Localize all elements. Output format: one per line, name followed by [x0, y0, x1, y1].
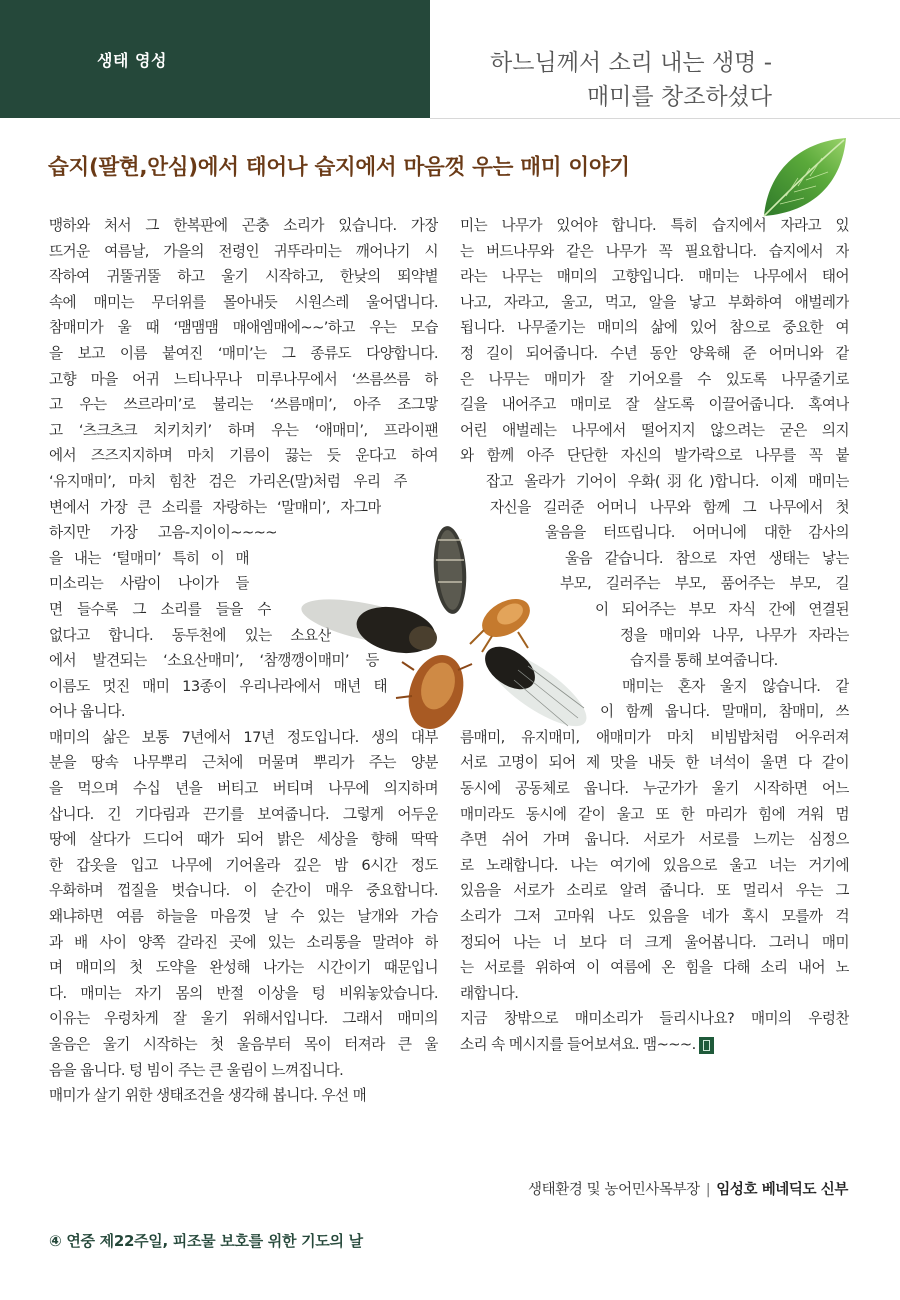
text-line: 음을 웁니다. 텅 빔이 주는 큰 울림이 느껴집니다.	[49, 1061, 344, 1079]
cicada-image-3	[470, 591, 537, 652]
text-line: 습지를 통해 보여줍니다.	[630, 652, 778, 670]
text-line: 는 버드나무와 같은 나무가 꼭 필요합니다. 습지에서 자	[460, 242, 849, 260]
text-line: 삽니다. 긴 기다림과 끈기를 보여줍니다. 그렇게 어두운	[49, 805, 438, 823]
text-line: 며 매미의 첫 도약을 완성해 나가는 시간이기 때문입니	[49, 959, 438, 977]
text-line: 와 함께 아주 단단한 자신의 발가락으로 나무를 꼭 붙	[460, 447, 849, 465]
header-divider	[430, 118, 900, 119]
byline-role: 생태환경 및 농어민사목부장	[528, 1182, 700, 1198]
text-line: 동시에 공동체로 웁니다. 누군가가 울기 시작하면 어느	[460, 780, 849, 798]
text-line: 미는 나무가 있어야 합니다. 특히 습지에서 자라고 있	[460, 217, 849, 234]
text-line: 부모, 길러주는 부모, 품어주는 부모, 길	[560, 575, 849, 593]
text-line: 참매미가 울 때 ‘맴맴맴 매애엠매에~~’하고 우는 모습	[49, 319, 438, 337]
byline-author: 임성호 베네딕도 신부	[716, 1182, 848, 1198]
leaf-illustration	[758, 132, 850, 222]
text-line: 름매미, 유지매미, 애매미가 마치 비빔밥처럼 어우러져	[460, 728, 849, 746]
text-line: 분을 땅속 나무뿌리 근처에 머물며 뿌리가 주는 양분	[49, 754, 438, 772]
cicada-photo-cluster	[278, 520, 628, 745]
text-line: 속에 매미는 무더위를 몰아내듯 시원스레 울어댑니다.	[49, 293, 438, 311]
byline-separator: |	[705, 1182, 711, 1198]
text-line: 고향 마을 어귀 느티나무나 미루나무에서 ‘쓰름쓰름 하	[49, 370, 438, 388]
text-line: 왜냐하면 여름 하늘을 마음껏 날 수 있는 날개와 가슴	[49, 908, 438, 926]
text-line: 이 함께 웁니다. 말매미, 참매미, 쓰	[600, 703, 849, 721]
text-line: 울음을 터뜨립니다. 어머니에 대한 감사의	[545, 524, 849, 542]
text-line: 추면 쉬어 가며 웁니다. 서로가 서로를 느끼는 심정으	[460, 831, 849, 849]
text-line: 한 갑옷을 입고 나무에 기어올라 깊은 밤 6시간 정도	[49, 856, 438, 874]
text-line: 변에서 가장 큰 소리를 자랑하는 ‘말매미’, 자그마	[49, 498, 381, 516]
text-line: 정을 매미와 나무, 나무가 자라는	[620, 626, 849, 644]
cicada-image-2	[298, 590, 440, 660]
text-line: 매미가 살기 위한 생태조건을 생각해 봅니다. 우선 매	[49, 1087, 367, 1105]
text-line: 매미는 혼자 울지 않습니다. 같	[622, 677, 849, 695]
text-line: 을 내는 ‘털매미’ 특히 이 매	[49, 549, 249, 567]
page-title	[412, 46, 772, 114]
text-line: 서로 고명이 되어 제 맛을 내듯 한 녀석이 울면 다 같이	[460, 754, 849, 772]
text-line: 있음을 서로가 소리로 알려 줍니다. 또 멀리서 우는 그	[460, 882, 849, 900]
text-line: 는 서로를 위하여 이 여름에 온 힘을 다해 소리 내어 노	[460, 959, 849, 977]
text-line: 래합니다.	[460, 984, 519, 1002]
page-title-line-1: 하느님께서 소리 내는 생명 -	[490, 50, 772, 76]
text-line: 땅에 살다가 드디어 때가 되어 밝은 세상을 향해 딱딱	[49, 831, 438, 849]
text-line: 매미라도 동시에 같이 울고 또 한 마리가 힘에 겨워 멈	[460, 805, 849, 823]
text-line: 에서 즈즈지지하며 마치 기름이 끓는 듯 운다고 하여	[49, 447, 438, 465]
cicada-image-4	[396, 648, 472, 736]
text-line: 로 노래합니다. 나는 여기에 있음으로 울고 너는 거기에	[460, 856, 849, 874]
text-line: 정되어 나는 너 보다 더 크게 울어봅니다. 그러니 매미	[460, 933, 849, 951]
cicada-image-5	[475, 637, 596, 739]
text-line: 에서 발견되는 ‘소요산매미’, ‘참깽깽이매미’ 등	[49, 652, 379, 670]
text-line: 자신을 길러준 어머니 나무와 함께 그 나무에서 첫	[490, 498, 849, 516]
text-line: 을 보고 이름 붙여진 ‘매미’는 그 종류도 다양합니다.	[49, 344, 438, 362]
text-line: 울음 같습니다. 참으로 자연 생태는 낳는	[565, 549, 849, 567]
article-headline: 습지(팔현,안심)에서 태어나 습지에서 마음껏 우는 매미 이야기	[48, 155, 630, 180]
text-line: 울음은 울기 시작하는 첫 울음부터 목이 터져라 큰 울	[49, 1036, 438, 1053]
text-line: 길을 내어주고 매미로 잘 살도록 이끌어줍니다. 혹여나	[460, 396, 849, 414]
byline	[528, 1178, 848, 1199]
text-line: 이름도 멋진 매미 13종이 우리나라에서 매년 태	[49, 677, 387, 695]
text-line: 하지만 가장 고음-지이이~~~~	[49, 524, 277, 542]
text-line: 소리 속 메시지를 들어보셔요. 맴~~~.	[460, 1032, 849, 1058]
text-line: 을 먹으며 수십 년을 버티고 버티며 나무에 의지하며	[49, 780, 438, 798]
text-line: 이 되어주는 부모 자식 간에 연결된	[595, 600, 849, 618]
section-label: 생태 영성	[97, 51, 167, 70]
text-line: 이유는 우렁차게 잘 울기 위해서입니다. 그래서 매미의	[49, 1010, 438, 1028]
text-line: 작하여 귀뚤귀뚤 하고 울기 시작하고, 한낮의 뙤약볕	[49, 268, 438, 286]
text-line: 고 우는 쓰르라미’로 불리는 ‘쓰름매미’, 아주 조그맣	[49, 396, 438, 414]
text-line: 다. 매미는 자기 몸의 반절 이상을 텅 비워놓았습니다.	[49, 984, 438, 1002]
cicada-image-1	[431, 525, 469, 615]
text-line: 없다고 합니다. 동두천에 있는 소요산	[49, 626, 331, 644]
text-line: 미소리는 사람이 나이가 들	[49, 575, 249, 593]
text-line: 면 들수록 그 소리를 들을 수	[49, 600, 271, 618]
text-line: 어린 애벌레는 나무에서 떨어지지 않으려는 굳은 의지	[460, 421, 849, 439]
text-line: 어나 웁니다.	[49, 703, 125, 721]
text-line: 맹하와 처서 그 한복판에 곤충 소리가 있습니다. 가장	[49, 217, 438, 234]
text-line: 과 배 사이 양쪽 갈라진 곳에 있는 소리통을 말려야 하	[49, 933, 438, 951]
text-line: 소리가 그저 고마워 나도 있음을 네가 혹시 모를까 걱	[460, 908, 849, 926]
text-line: 지금 창밖으로 매미소리가 들리시나요? 매미의 우렁찬	[460, 1010, 849, 1028]
text-line: 정 길이 되어줍니다. 수년 동안 양육해 준 어머니와 같	[460, 344, 849, 362]
text-line: 매미의 삶은 보통 7년에서 17년 정도입니다. 생의 대부	[49, 728, 438, 746]
text-line: 잡고 올라가 기어이 우화(羽化)합니다. 이제 매미는	[486, 472, 849, 490]
text-line: 고 ‘츠크츠크 치키치키’ 하며 우는 ‘애매미’, 프라이팬	[49, 421, 438, 439]
text-line: 뜨거운 여름날, 가을의 전령인 귀뚜라미는 깨어나기 시	[49, 242, 438, 260]
page-footer: ④ 연중 제22주일, 피조물 보호를 위한 기도의 날	[49, 1232, 363, 1250]
text-line: ‘유지매미’, 마치 힘찬 검은 가리온(말)처럼 우리 주	[49, 472, 407, 490]
text-line: 나고, 자라고, 울고, 먹고, 알을 낳고 부화하여 애벌레가	[460, 293, 849, 311]
header-bar	[0, 0, 430, 118]
page-title-line-2: 매미를 창조하셨다	[586, 84, 772, 110]
text-line: 라는 나무는 매미의 고향입니다. 매미는 나무에서 태어	[460, 268, 849, 286]
text-line: 은 나무는 매미가 잘 기어오를 수 있도록 나무줄기로	[460, 370, 849, 388]
artist-seal-icon	[699, 1037, 714, 1054]
text-line: 우화하며 껍질을 벗습니다. 이 순간이 매우 중요합니다.	[49, 882, 438, 900]
text-line: 됩니다. 나무줄기는 매미의 삶에 있어 참으로 중요한 여	[460, 319, 849, 337]
